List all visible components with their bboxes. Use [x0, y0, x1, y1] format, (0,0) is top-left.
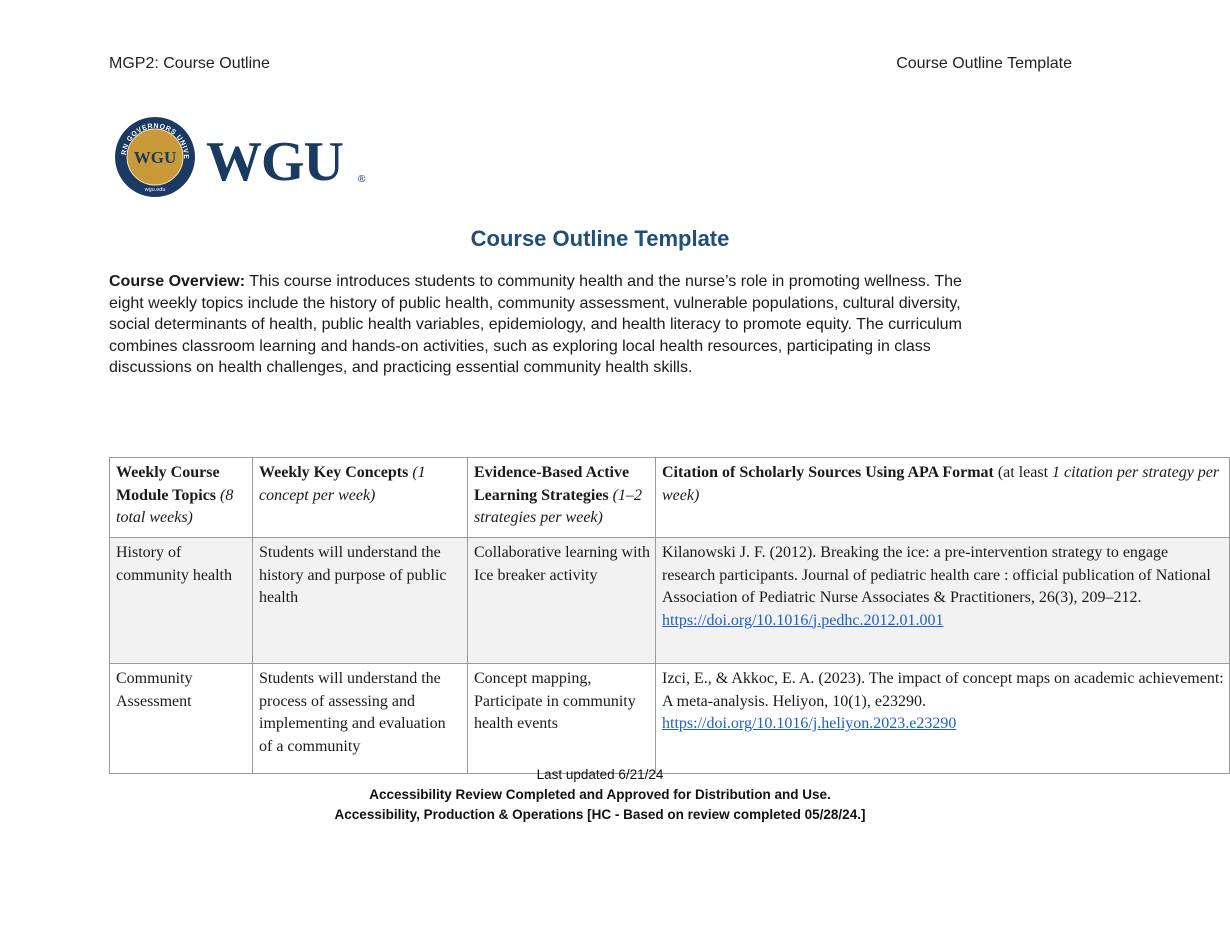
course-outline-table — [109, 457, 1230, 774]
overview-line-5: discussions on health challenges, and practicing essential community health skills. — [109, 359, 693, 376]
footer-accessibility-review: Accessibility Review Completed and Approved for Distribution and Use. — [369, 787, 831, 802]
overview-text-1: This course introduces students to community health and the nurse’s role in promoting wellness. The — [245, 273, 962, 290]
document-title: Course Outline Template — [470, 226, 730, 251]
seal-url: wgu.edu — [144, 187, 166, 193]
overview-line-1 — [109, 271, 1084, 293]
wgu-wordmark: WGU — [206, 131, 343, 193]
overview-line-3: social determinants of health, public health variables, epidemiology, and health literacy to promote equity. The curriculum — [109, 316, 962, 333]
wgu-logo-graphic — [114, 116, 374, 200]
cell-strategy: Collaborative learning with Ice breaker activity — [468, 538, 656, 664]
header-strategies-bold: Evidence-Based Active Learning Strategies — [474, 464, 630, 504]
header-citations-bold: Citation of Scholarly Sources Using APA Format — [662, 464, 994, 481]
seal-monogram: WGU — [133, 148, 177, 167]
header-cell-topics — [110, 458, 253, 538]
cell-concept: Students will understand the process of assessing and implementing and evaluation of a community — [253, 664, 468, 774]
cell-citation — [656, 664, 1230, 774]
course-outline-table-wrapper — [109, 457, 1224, 766]
table-row — [110, 538, 1230, 664]
running-header-right: Course Outline Template — [896, 55, 1072, 72]
doi-link[interactable]: https://doi.org/10.1016/j.pedhc.2012.01.001 — [662, 611, 944, 629]
doi-link[interactable]: https://doi.org/10.1016/j.heliyon.2023.e23290 — [662, 715, 957, 732]
overview-label: Course Overview: — [109, 273, 246, 290]
citation-text: Kilanowski J. F. (2012). Breaking the ice: a pre-intervention strategy to engage research participants. Journal of pediatric health care : official publication of National Association of Pediatric Nurse Associates & Practitioners, 26(3), 209–212. — [662, 544, 1211, 606]
footer-accessibility-ops: Accessibility, Production & Operations [HC - Based on review completed 05/28/24.] — [334, 807, 866, 822]
header-topics-bold: Weekly Course Module Topics — [116, 464, 220, 504]
cell-citation — [656, 538, 1230, 664]
header-strategies-italic: (1–2 strategies per week) — [474, 486, 642, 526]
cell-topic: Community Assessment — [110, 664, 253, 774]
seal-arc-text: RN GOVERNORS UNIVE — [120, 122, 190, 160]
header-topics-italic: (8 total weeks) — [116, 486, 234, 526]
running-header-left: MGP2: Course Outline — [109, 55, 270, 72]
header-citations-normal: (at least — [997, 464, 1049, 481]
table-row — [110, 664, 1230, 774]
cell-strategy: Concept mapping, Participate in community health events — [468, 664, 656, 774]
cell-concept: Students will understand the history and purpose of public health — [253, 538, 468, 664]
header-citations-italic: 1 citation per strategy per week) — [662, 464, 1220, 504]
header-concepts-bold: Weekly Key Concepts — [259, 464, 409, 481]
registered-mark: ® — [358, 174, 366, 185]
header-concepts-italic: (1 concept per week) — [259, 464, 426, 504]
header-cell-citations — [656, 458, 1230, 538]
footer-last-updated: Last updated 6/21/24 — [536, 767, 664, 782]
table-header-row — [110, 458, 1230, 538]
overview-line-2: eight weekly topics include the history of public health, community assessment, vulnerable populations, cultural diversity, — [109, 294, 961, 312]
header-cell-concepts — [253, 458, 468, 538]
course-overview — [109, 271, 1084, 379]
overview-line-4: combines classroom learning and hands-on activities, such as exploring local health resources, participating in class — [109, 337, 931, 355]
cell-topic: History of community health — [110, 538, 253, 664]
header-cell-strategies — [468, 458, 656, 538]
citation-text: Izci, E., & Akkoc, E. A. (2023). The impact of concept maps on academic achievement: A meta-analysis. Heliyon, 10(1), e23290. — [662, 670, 1224, 710]
wgu-logo — [114, 116, 374, 200]
